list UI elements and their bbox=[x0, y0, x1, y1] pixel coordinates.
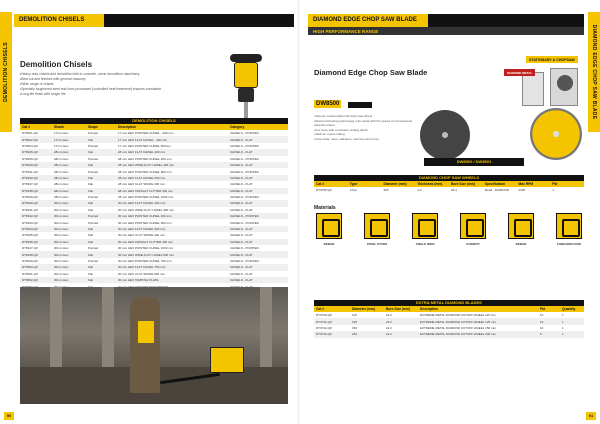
table-cell: DT3755-QZ bbox=[316, 188, 332, 193]
threaded-rod-icon bbox=[556, 213, 582, 239]
table-cell: 28mm Hex bbox=[52, 188, 86, 194]
table-cell: Pointed bbox=[88, 195, 99, 200]
materials-list bbox=[314, 213, 584, 253]
table-cell: CHISELS - FLAT bbox=[230, 207, 253, 212]
table-caption: DIAMOND CHOP SAW WHEELS bbox=[314, 175, 584, 181]
table-cell: CHISELS - POINTED bbox=[230, 220, 259, 225]
chisel-table bbox=[20, 118, 288, 296]
table-cell: 30mm Hex bbox=[52, 264, 86, 270]
table-cell: CHISELS - POINTED bbox=[228, 213, 288, 219]
table-cell: 1 bbox=[562, 313, 564, 318]
side-tab-label: DEMOLITION CHISELS bbox=[3, 42, 9, 102]
material-label: REBAR bbox=[515, 242, 527, 246]
table-cell: DT6945-QZ bbox=[22, 233, 38, 238]
table-cell: 22.2 bbox=[386, 325, 392, 330]
table-cell: 28mm Hex bbox=[54, 195, 69, 200]
column-header: Diameter (mm) bbox=[382, 181, 416, 187]
table-cell: 30 mm HEX POINTED CHISEL 400 mm bbox=[116, 213, 228, 219]
table-cell: 1 bbox=[562, 325, 564, 330]
logo-text: DW8500 bbox=[316, 101, 340, 107]
table-cell: CHISELS - FLAT bbox=[228, 162, 288, 168]
table-cell: DT6932-QZ bbox=[20, 175, 52, 181]
table-cell: 115 bbox=[352, 313, 357, 318]
material-item bbox=[362, 213, 392, 253]
material-item bbox=[506, 213, 536, 253]
table-cell: CHISELS - POINTED bbox=[230, 246, 259, 251]
table-cell: DT6949-QZ bbox=[22, 259, 38, 263]
table-cell: 1 bbox=[560, 318, 584, 324]
section-title: Demolition Chisels bbox=[20, 60, 93, 69]
table-cell: Metal - DIAMOND bbox=[484, 188, 509, 193]
section-title: Diamond Edge Chop Saw Blade bbox=[314, 68, 428, 77]
table-cell: 30 mm HEX CLAY SPADE 400 mm bbox=[118, 233, 166, 238]
table-cell: 28 mm HEX FLAT CHISEL 400 mm bbox=[116, 149, 228, 155]
table-cell: 28 mm HEX CLAY SPADE 400 mm bbox=[118, 182, 166, 187]
table-cell: Chop bbox=[349, 188, 357, 193]
table-cell: 30 mm HEX POINTED CHISEL 600 mm bbox=[118, 220, 172, 225]
table-cell: Pointed bbox=[86, 213, 116, 219]
feature-bullets bbox=[314, 114, 414, 142]
table-caption: EXTRA METAL DIAMOND BLADES bbox=[314, 300, 584, 306]
table-cell: CHISELS - POINTED bbox=[230, 259, 259, 263]
table-cell: 30 mm HEX CLAY SPADE 600 mm bbox=[118, 271, 166, 276]
table-cell: 30mm Hex bbox=[54, 233, 69, 238]
table-cell: CHISELS - FLAT bbox=[230, 233, 253, 238]
bullet-item: • Cuts rebar, steel, stainless, cast iron and more bbox=[314, 137, 414, 142]
bullet-item: • Cut more with consistent cutting depth bbox=[314, 128, 414, 133]
bullet-item: • Heavy duty chisels and demolition bits in concrete, stone demolition machinery. bbox=[20, 72, 170, 77]
page-header bbox=[308, 14, 584, 27]
table-cell: CHISELS - FLAT bbox=[228, 264, 288, 270]
table-cell: 28 mm HEX POINTED CHISEL 400 mm bbox=[118, 156, 172, 161]
table-cell: Flat bbox=[86, 175, 116, 181]
table-cell: 28 mm HEX POINTED CHISEL 600 mm bbox=[118, 169, 172, 174]
column-header: Bore Size (mm) bbox=[449, 181, 483, 187]
table-cell: DT6947-QZ bbox=[22, 246, 38, 251]
column-header: Description bbox=[116, 124, 228, 130]
material-item bbox=[458, 213, 488, 253]
blade-dark-icon bbox=[420, 110, 470, 160]
table-cell: DT6931-QZ bbox=[22, 169, 38, 174]
table-cell: CHISELS - POINTED bbox=[230, 131, 259, 136]
table-cell: CHISELS - FLAT bbox=[228, 251, 288, 257]
table-cell: 30mm Hex bbox=[54, 259, 69, 263]
column-header: Diameter (mm) bbox=[350, 306, 384, 312]
table-cell: 28 mm HEX WIDE FLAT CHISEL 400 mm bbox=[116, 162, 228, 168]
bullet-item: • Vacuum brazed diamond chop saw wheel bbox=[314, 114, 414, 119]
table-cell: DT6938-QZ bbox=[20, 188, 52, 194]
material-item bbox=[410, 213, 440, 253]
table-cell: 30 mm HEX WIDE FLAT CHISEL 600 mm bbox=[116, 251, 228, 257]
page-header bbox=[14, 14, 294, 27]
table-cell: DT6950-QZ bbox=[20, 264, 52, 270]
table-cell: CHISELS - POINTED bbox=[230, 143, 259, 148]
table-cell: DT6943-QZ bbox=[22, 220, 38, 225]
table-cell: Flat bbox=[86, 162, 116, 168]
column-header: Pkt bbox=[538, 306, 560, 312]
table-cell: CHISELS - FLAT bbox=[230, 182, 253, 187]
table-cell: CHISELS - POINTED bbox=[230, 195, 259, 200]
table-cell: Flat bbox=[86, 251, 116, 257]
materials-title: Materials bbox=[314, 205, 336, 211]
table-cell: Flat bbox=[86, 226, 116, 232]
table-cell: EXTREME METAL DIAMOND CUTOFF WHEEL 150 mm bbox=[420, 325, 497, 330]
column-header: Description bbox=[418, 306, 538, 312]
table-cell: 30mm Hex bbox=[52, 251, 86, 257]
table-cell: 28mm Hex bbox=[52, 162, 86, 168]
table-cell: Flat bbox=[86, 264, 116, 270]
table-cell: 150 bbox=[352, 325, 358, 330]
table-cell: DT6948-QZ bbox=[20, 251, 52, 257]
column-header: Shank bbox=[52, 124, 86, 130]
column-header: Thickness (mm) bbox=[415, 181, 449, 187]
table-cell: 230 bbox=[350, 331, 384, 337]
table-cell: 30 mm HEX FLAT CHISEL 750 mm bbox=[116, 264, 228, 270]
table-cell: Flat bbox=[88, 207, 94, 212]
table-cell: 30mm Hex bbox=[52, 200, 86, 206]
column-header: Category bbox=[228, 124, 288, 130]
table-cell: 30mm Hex bbox=[52, 239, 86, 245]
table-cell: 3.0 bbox=[417, 188, 422, 193]
bullet-item: • Specially toughened steel and Ionic processed (controlled heat treatment) ensures consistent bbox=[20, 87, 170, 92]
table-cell: 30mm Hex bbox=[54, 207, 69, 212]
table-body bbox=[314, 312, 584, 338]
material-label: STEEL STUDS bbox=[366, 242, 388, 246]
table-cell: DT6921-QZ bbox=[22, 131, 38, 136]
spec-table bbox=[314, 175, 584, 193]
table-cell: Pointed bbox=[88, 143, 99, 148]
table-cell: 17mm Hex bbox=[54, 143, 69, 148]
material-label: THREADED ROD bbox=[556, 242, 582, 246]
table-cell: DT6944-QZ bbox=[20, 226, 52, 232]
table-cell: 30 mm HEX ASPHALT CUTTER 400 mm bbox=[116, 239, 228, 245]
table-cell: DT3740-QZ bbox=[316, 313, 332, 318]
table-cell: Pointed bbox=[88, 156, 99, 161]
table-cell: 10 bbox=[538, 318, 560, 324]
table-cell: 28 mm HEX FLAT CHISEL 600 mm bbox=[116, 175, 228, 181]
side-tab bbox=[588, 12, 600, 132]
table-cell: 30mm Hex bbox=[54, 246, 69, 251]
table-cell: 22.2 bbox=[384, 318, 418, 324]
table-cell: 28mm Hex bbox=[52, 175, 86, 181]
table-cell: DT6928-QZ bbox=[22, 156, 38, 161]
rebar-icon bbox=[316, 213, 342, 239]
table-cell: 28mm Hex bbox=[54, 156, 69, 161]
conduit-icon bbox=[460, 213, 486, 239]
material-label: REBAR bbox=[323, 242, 335, 246]
column-header: Type bbox=[348, 181, 382, 187]
feature-bullets bbox=[20, 72, 170, 97]
table-cell: CHISELS - FLAT bbox=[228, 188, 288, 194]
table-cell: CHISELS - FLAT bbox=[228, 149, 288, 155]
table-cell: 22.2 bbox=[386, 313, 392, 318]
material-item bbox=[554, 213, 584, 253]
column-header: Quantity bbox=[560, 306, 584, 312]
table-cell: 30 mm HEX POINTED CHISEL 1000 mm bbox=[118, 246, 174, 251]
material-label: CONDUIT bbox=[466, 242, 480, 246]
table-cell: 17mm Hex bbox=[52, 136, 86, 142]
table-cell: 30 mm HEX WIDE FLAT CHISEL 400 mm bbox=[118, 207, 174, 212]
table-cell: Flat bbox=[86, 277, 116, 283]
table-cell: DT6930-QZ bbox=[20, 162, 52, 168]
table-cell: 17 mm HEX POINTED CHISEL - 400 mm bbox=[118, 131, 174, 136]
column-header: Bore Size (mm) bbox=[384, 306, 418, 312]
table-cell: DT6940-QZ bbox=[20, 200, 52, 206]
column-header: Max RPM bbox=[517, 181, 551, 187]
page-subheader: HIGH PERFORMANCE RANGE bbox=[308, 27, 584, 35]
table-row bbox=[314, 331, 584, 337]
table-cell: DT6939-QZ bbox=[22, 195, 38, 200]
table-body bbox=[314, 187, 584, 193]
table-cell: DT6946-QZ bbox=[20, 239, 52, 245]
table-cell: 5 bbox=[538, 331, 560, 337]
table-cell: EXTREME METAL DIAMOND CUTOFF WHEEL 115 mm bbox=[420, 313, 496, 318]
table-cell: 1 bbox=[560, 331, 584, 337]
table-cell: DT6951-QZ bbox=[22, 271, 38, 276]
table-cell: CHISELS - POINTED bbox=[230, 169, 259, 174]
table-cell: 125 bbox=[350, 318, 384, 324]
page-header-title: DIAMOND EDGE CHOP SAW BLADE bbox=[308, 14, 428, 27]
table-cell: Flat bbox=[86, 239, 116, 245]
table-cell: DT6926-QZ bbox=[20, 149, 52, 155]
table-cell: 30mm Hex bbox=[54, 271, 69, 276]
table-body bbox=[20, 130, 288, 296]
table-row bbox=[314, 187, 584, 193]
steel-studs-icon bbox=[364, 213, 390, 239]
table-cell: 28mm Hex bbox=[54, 182, 69, 187]
table-cell: 17mm Hex bbox=[54, 131, 69, 136]
table-cell: 30 mm HEX POINTED CHISEL 750 mm bbox=[118, 259, 172, 263]
table-cell: Pointed bbox=[88, 259, 99, 263]
blades-table bbox=[314, 300, 584, 338]
table-cell: Flat bbox=[86, 200, 116, 206]
table-cell: Flat bbox=[88, 271, 94, 276]
table-cell: Pointed bbox=[88, 131, 99, 136]
table-cell: DT6937-QZ bbox=[22, 182, 38, 187]
table-cell: Pointed bbox=[88, 220, 99, 225]
table-cell: CHISELS - FLAT bbox=[228, 277, 288, 283]
table-cell: DT6952-QZ bbox=[20, 277, 52, 283]
table-cell: DT6942-QZ bbox=[20, 213, 52, 219]
column-header: Cat # bbox=[314, 181, 348, 187]
page-number: 91 bbox=[586, 412, 596, 420]
table-cell: 22.2 bbox=[384, 331, 418, 337]
table-cell: CHISELS - FLAT bbox=[230, 271, 253, 276]
table-cell: 30mm Hex bbox=[54, 220, 69, 225]
bullet-item: • Best cut and finishes with general masonry bbox=[20, 77, 170, 82]
table-cell: 30mm Hex bbox=[52, 226, 86, 232]
rebar-icon bbox=[508, 213, 534, 239]
bullet-item: • Wide range of chisels bbox=[20, 82, 170, 87]
badge: DIAMOND METAL bbox=[504, 69, 535, 76]
product-logo bbox=[314, 100, 370, 110]
table-cell: 355 bbox=[383, 188, 389, 193]
table-cell: DT6924-QZ bbox=[22, 143, 38, 148]
table-cell: CHISELS - FLAT bbox=[228, 136, 288, 142]
bullet-item: • Long-life finish with longer life bbox=[20, 92, 170, 97]
section-tag: STATIONARY & CHOPSAW bbox=[526, 56, 578, 63]
table-cell: 30mm Hex bbox=[52, 213, 86, 219]
bullet-item: • Ideal for metal cutting bbox=[314, 132, 414, 137]
page-header-title: DEMOLITION CHISELS bbox=[14, 14, 104, 27]
material-label: ANGLE IRON bbox=[415, 242, 435, 246]
table-cell: Pointed bbox=[88, 169, 99, 174]
bullet-item: • Diamond brazing technology cuts metal with the speed of conventional abrasive wheel bbox=[314, 119, 414, 128]
blade-tag: DW8500 / DW8501 bbox=[424, 158, 524, 166]
table-cell: Flat bbox=[88, 233, 94, 238]
table-cell: 28 mm HEX POINTED CHISEL 1000 mm bbox=[118, 195, 174, 200]
table-cell: Flat bbox=[88, 182, 94, 187]
table-cell: 28mm Hex bbox=[52, 149, 86, 155]
table-cell: CHISELS - FLAT bbox=[228, 226, 288, 232]
table-cell: 10 bbox=[540, 325, 544, 330]
column-header: Cat # bbox=[314, 306, 350, 312]
side-tab-label: DIAMOND EDGE CHOP SAW BLADE bbox=[591, 24, 597, 120]
angle-iron-icon bbox=[412, 213, 438, 239]
side-tab bbox=[0, 12, 12, 132]
table-cell: DT6922-QZ bbox=[20, 136, 52, 142]
table-cell: EXTREME METAL DIAMOND CUTOFF WHEEL 125 mm bbox=[418, 318, 538, 324]
table-cell: CHISELS - FLAT bbox=[228, 239, 288, 245]
table-cell: 30 mm HEX FLAT CHISEL 600 mm bbox=[116, 226, 228, 232]
right-page bbox=[300, 0, 600, 424]
table-cell: 28mm Hex bbox=[54, 169, 69, 174]
column-header: Shape bbox=[86, 124, 116, 130]
table-cell: 30 mm HEX FLAT CHISEL 400 mm bbox=[116, 200, 228, 206]
column-header: Pkt bbox=[550, 181, 584, 187]
table-cell: Pointed bbox=[88, 246, 99, 251]
table-cell: 17 mm HEX POINTED CHISEL 600mm bbox=[118, 143, 171, 148]
table-cell: DT6941-QZ bbox=[22, 207, 38, 212]
table-cell: DT3742-QZ bbox=[316, 325, 332, 330]
table-cell: CHISELS - POINTED bbox=[230, 156, 259, 161]
page-number: 90 bbox=[4, 412, 14, 420]
table-cell: Flat bbox=[86, 136, 116, 142]
material-item bbox=[314, 213, 344, 253]
table-cell: CHISELS - FLAT bbox=[228, 175, 288, 181]
table-cell: 1 bbox=[552, 188, 554, 193]
table-cell: 28 mm HEX ASPHALT CUTTER 400 mm bbox=[116, 188, 228, 194]
table-cell: 30 mm HEX TAMPING PLATE bbox=[116, 277, 228, 283]
table-cell: Flat bbox=[86, 149, 116, 155]
table-cell: EXTREME METAL DIAMOND CUTOFF WHEEL 230 mm bbox=[418, 331, 538, 337]
table-cell: DT3741-QZ bbox=[314, 318, 350, 324]
table-cell: 4300 bbox=[518, 188, 526, 193]
table-cell: CHISELS - FLAT bbox=[228, 200, 288, 206]
worker-photo bbox=[20, 287, 288, 404]
table-cell: 17 mm HEX FLAT CHISEL - 400 mm bbox=[116, 136, 228, 142]
table-caption: DEMOLITION CHISELS bbox=[20, 118, 288, 124]
table-cell: Flat bbox=[86, 188, 116, 194]
table-cell: 10 bbox=[540, 313, 544, 318]
table-cell: DT3743-QZ bbox=[314, 331, 350, 337]
column-header: Specification bbox=[483, 181, 517, 187]
table-cell: 30mm Hex bbox=[52, 277, 86, 283]
demolition-hammer-icon bbox=[226, 54, 266, 118]
blade-yellow-icon bbox=[530, 108, 582, 160]
table-cell: 25.4 bbox=[451, 188, 457, 193]
column-header: Cat # bbox=[20, 124, 52, 130]
